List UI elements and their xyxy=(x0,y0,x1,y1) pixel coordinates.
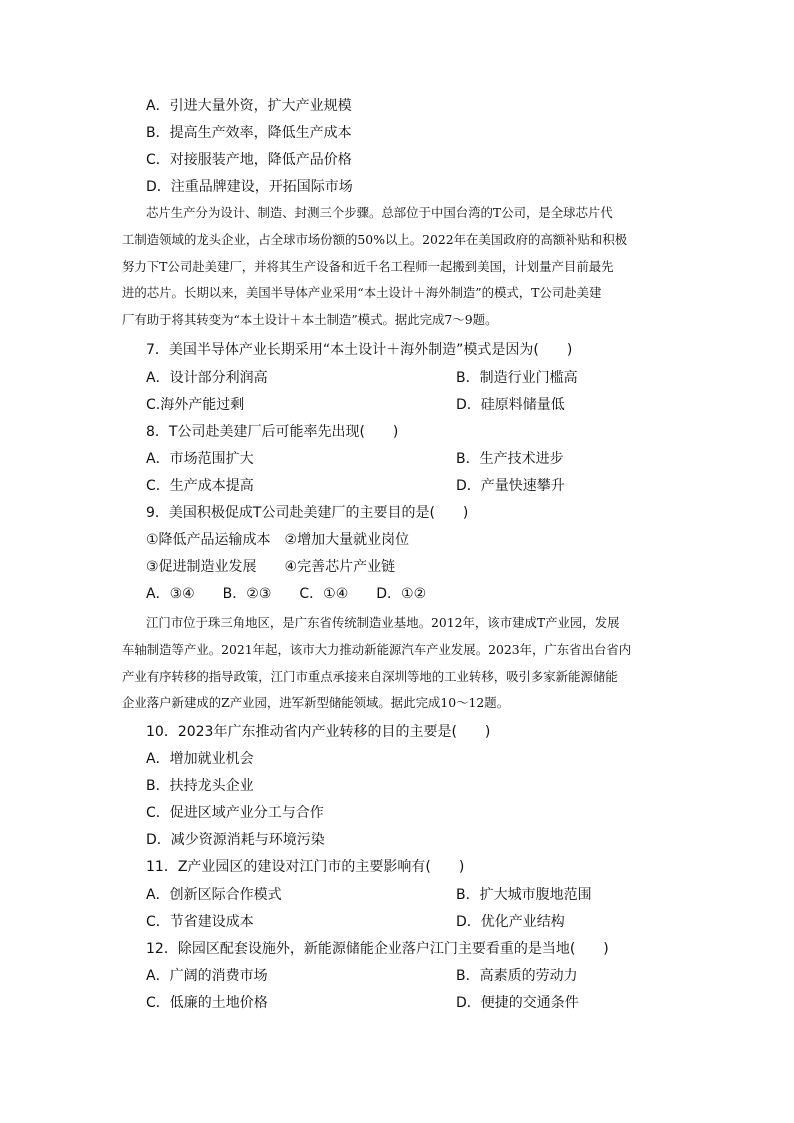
q6-option-a: A．引进大量外资，扩大产业规模 xyxy=(146,98,352,114)
q10-option-b: B．扶持龙头企业 xyxy=(146,778,254,794)
q7-option-c: C.海外产能过剩 xyxy=(146,397,245,413)
passage-jiangmen xyxy=(122,610,652,717)
q9-stem: 9．美国积极促成T公司赴美建厂的主要目的是( ) xyxy=(146,505,469,521)
q8-option-a: A．市场范围扩大 xyxy=(146,451,254,467)
passage-line: 车轴制造等产业。2021年起，该市大力推动新能源汽车产业发展。2023年，广东省出台省内 xyxy=(122,641,632,657)
q8-option-d: D．产量快速攀升 xyxy=(456,478,565,494)
passage-line: 进的芯片。长期以来，美国半导体产业采用“本土设计＋海外制造”的模式，T公司赴美建 xyxy=(122,285,602,301)
q9-statements-1: ①降低产品运输成本 ②增加大量就业岗位 xyxy=(146,532,410,548)
q10-option-a: A．增加就业机会 xyxy=(146,751,254,767)
q7-option-a: A．设计部分利润高 xyxy=(146,370,268,386)
q10-stem: 10．2023年广东推动省内产业转移的目的主要是( ) xyxy=(146,724,491,740)
q7-option-b: B．制造行业门槛高 xyxy=(456,370,578,386)
q7-option-d: D．硅原料储量低 xyxy=(456,397,565,413)
q11-option-b: B．扩大城市腹地范围 xyxy=(456,887,592,903)
q6-option-d: D．注重品牌建设，开拓国际市场 xyxy=(146,179,353,195)
passage-line: 江门市位于珠三角地区，是广东省传统制造业基地。2012年，该市建成T产业园，发展 xyxy=(146,615,620,630)
q10-option-d: D．减少资源消耗与环境污染 xyxy=(146,832,325,848)
q12-stem: 12．除园区配套设施外，新能源储能企业落户江门主要看重的是当地( ) xyxy=(146,941,609,957)
q8-stem: 8．T公司赴美建厂后可能率先出现( ) xyxy=(146,424,399,440)
passage-line: 努力下T公司赴美建厂，并将其生产设备和近千名工程师一起搬到美国，计划量产目前最先 xyxy=(122,258,614,274)
q12-option-d: D．便捷的交通条件 xyxy=(456,995,579,1011)
q10-option-c: C．促进区域产业分工与合作 xyxy=(146,805,324,821)
q11-option-d: D．优化产业结构 xyxy=(456,914,565,930)
q12-option-c: C．低廉的土地价格 xyxy=(146,995,268,1011)
passage-line: 芯片生产分为设计、制造、封测三个步骤。总部位于中国台湾的T公司，是全球芯片代 xyxy=(146,205,613,220)
q11-option-c: C．节省建设成本 xyxy=(146,914,254,930)
q11-stem: 11．Z产业园区的建设对江门市的主要影响有( ) xyxy=(146,859,465,875)
passage-line: 企业落户新建成的Z产业园，进军新型储能领域。据此完成10～12题。 xyxy=(122,695,510,711)
q6-option-c: C．对接服装产地，降低产品价格 xyxy=(146,152,352,168)
q12-option-a: A．广阔的消费市场 xyxy=(146,968,268,984)
q11-option-a: A．创新区际合作模式 xyxy=(146,887,282,903)
passage-line: 产业有序转移的指导政策，江门市重点承接来自深圳等地的工业转移，吸引多家新能源储能 xyxy=(122,668,618,684)
q6-option-b: B．提高生产效率，降低生产成本 xyxy=(146,125,352,141)
q9-options: A．③④ B．②③ C．①④ D．①② xyxy=(146,586,427,602)
q9-statements-2: ③促进制造业发展 ④完善芯片产业链 xyxy=(146,559,396,575)
passage-line: 厂有助于将其转变为“本土设计＋本土制造”模式。据此完成7～9题。 xyxy=(122,312,498,328)
q8-option-b: B．生产技术进步 xyxy=(456,451,564,467)
q12-option-b: B．高素质的劳动力 xyxy=(456,968,578,984)
q7-stem: 7．美国半导体产业长期采用“本土设计＋海外制造”模式是因为( ) xyxy=(146,342,573,358)
q8-option-c: C．生产成本提高 xyxy=(146,478,254,494)
passage-chip xyxy=(122,200,652,334)
passage-line: 工制造领域的龙头企业，占全球市场份额的50%以上。2022年在美国政府的高额补贴和积极 xyxy=(122,231,628,247)
